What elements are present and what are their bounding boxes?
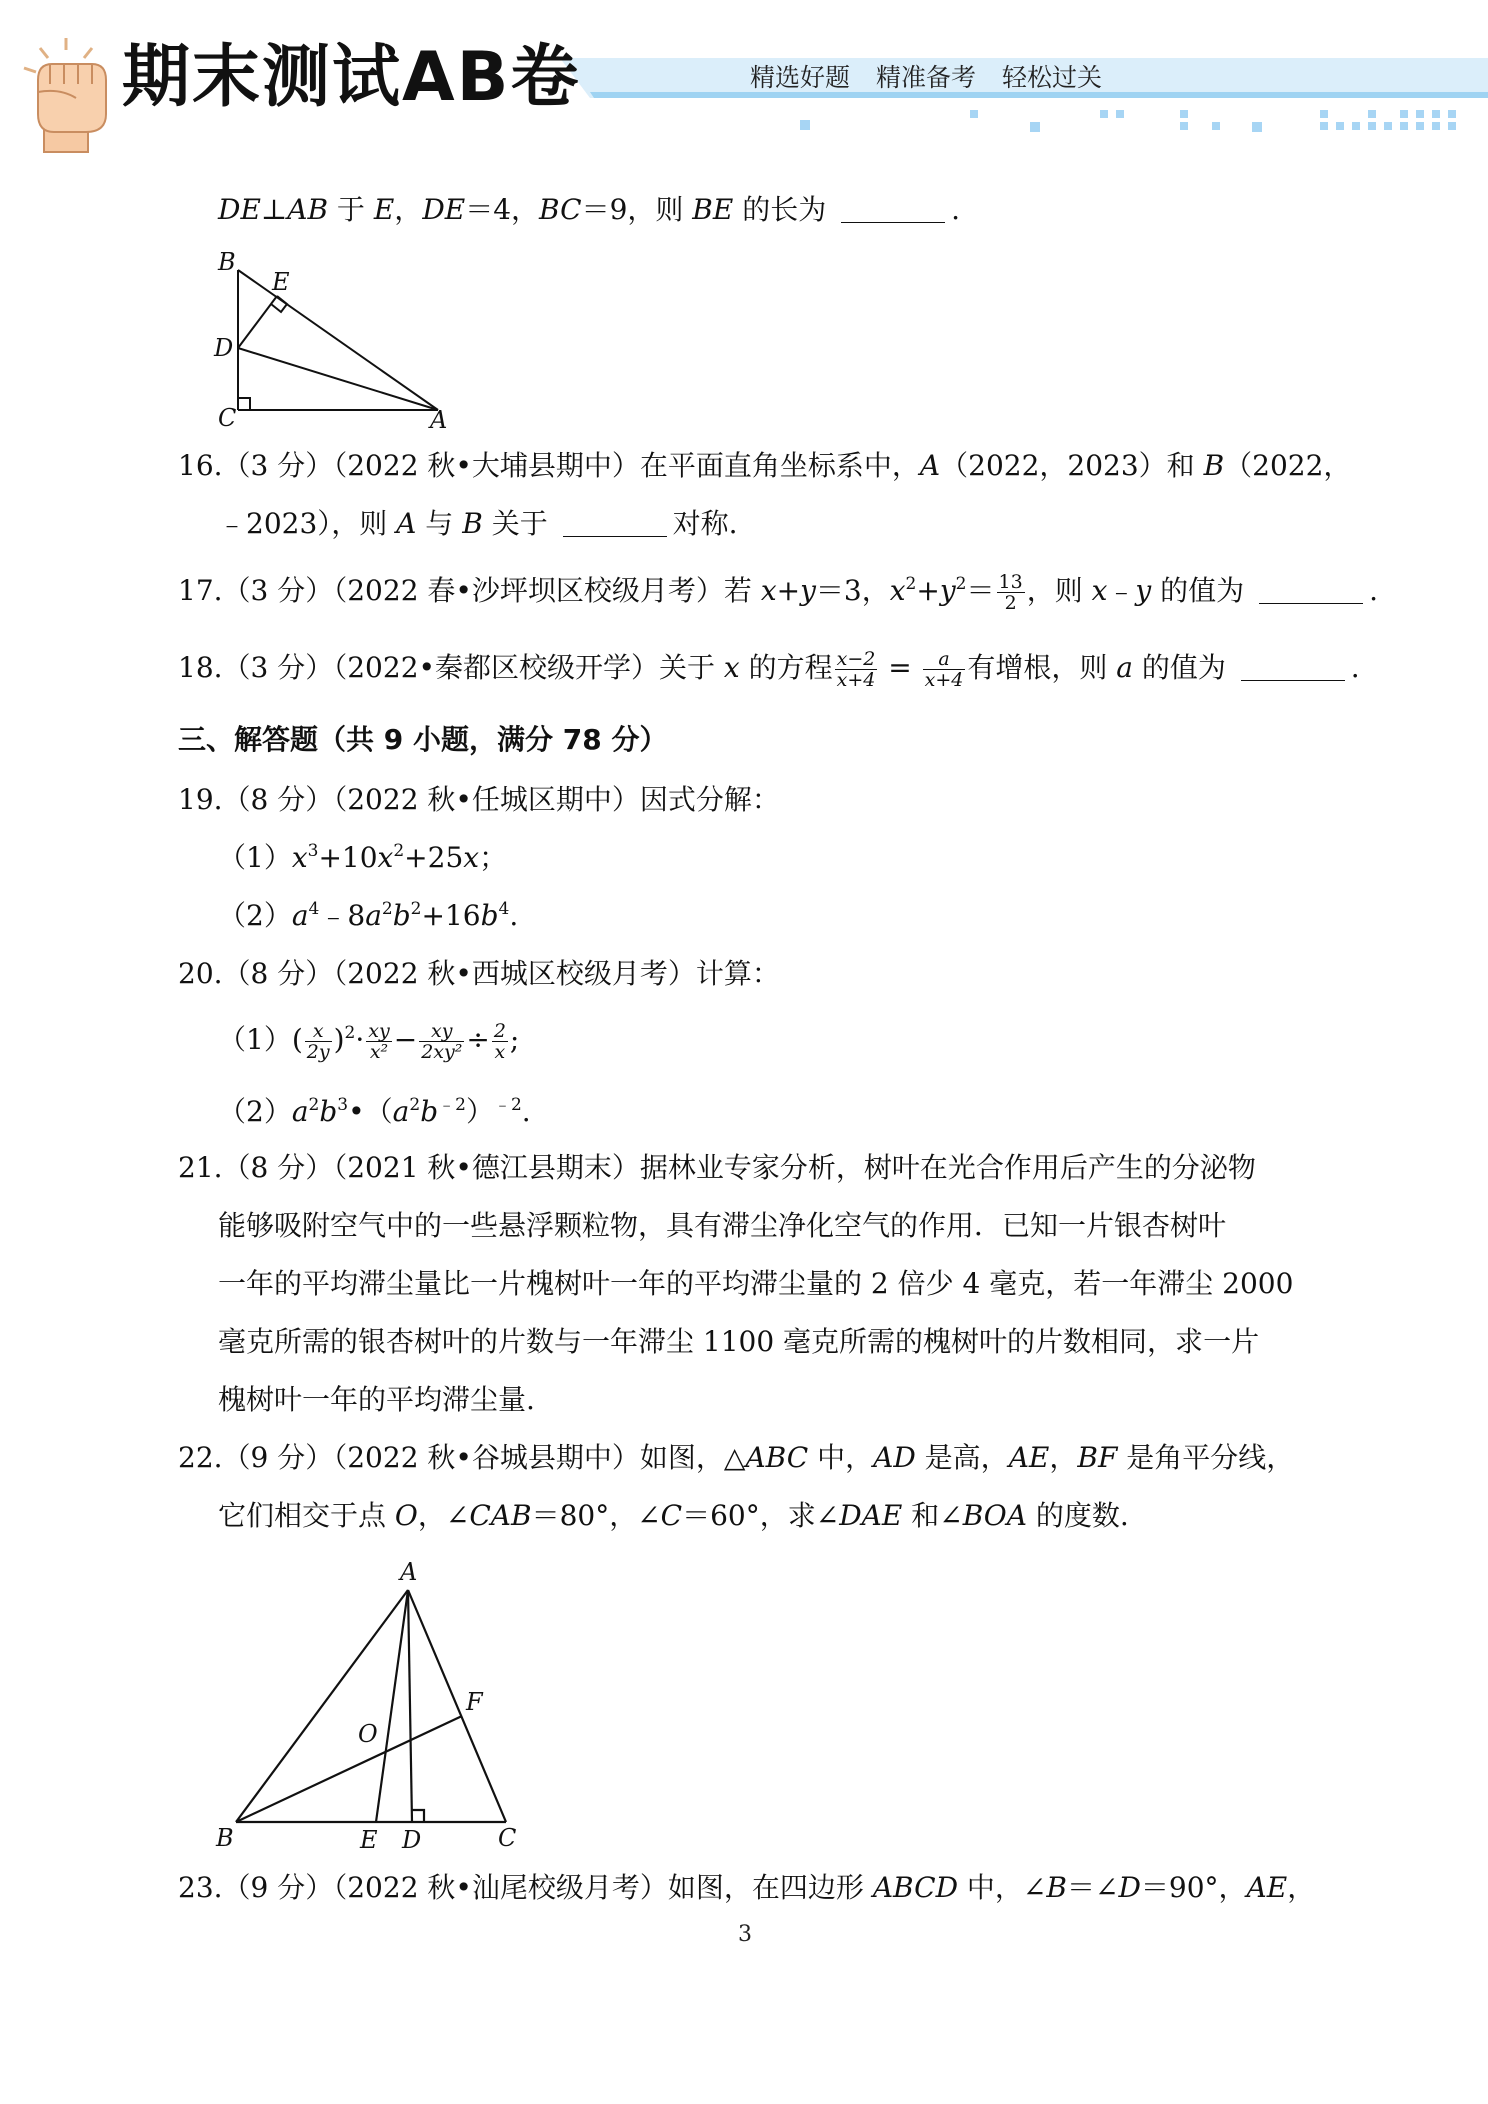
- right-angle-d: [412, 1810, 424, 1822]
- answer-blank: [1241, 652, 1345, 681]
- segment-da: [238, 348, 438, 410]
- slogan-2: 精准备考: [876, 63, 977, 92]
- page-title: 期末测试AB卷: [122, 38, 581, 117]
- q21-line-2: 能够吸附空气中的一些悬浮颗粒物，具有滞尘净化空气的作用．已知一片银杏树叶: [218, 1209, 1227, 1242]
- q20-part-2: $(2)a^2b^3•(a^2b^{﹣2})^{﹣2}$.: [218, 1095, 531, 1128]
- right-angle-e: [271, 296, 287, 312]
- segment-ab: [238, 270, 438, 410]
- label-d: D: [402, 1826, 422, 1852]
- label-e: E: [360, 1826, 378, 1852]
- q21-line-3: 一年的平均滞尘量比一片槐树叶一年的平均滞尘量的 2 倍少 4 毫克，若一年滞尘 2000: [218, 1267, 1294, 1300]
- slogan-3: 轻松过关: [1002, 63, 1103, 92]
- label-c: C: [498, 1824, 517, 1852]
- q21-line-5: 槐树叶一年的平均滞尘量.: [218, 1383, 535, 1416]
- segment-ae: [376, 1590, 408, 1822]
- figure-q15: [210, 242, 460, 432]
- fraction-equation-right: $\frac{a}{x+4}$: [924, 648, 964, 691]
- q16-line-2: ﹣2023），则 A 与 B 关于 对称.: [218, 507, 738, 540]
- q15-tail-line: DE⊥AB 于 E，DE＝4，BC＝9，则 BE 的长为 .: [218, 193, 961, 226]
- page-header: [0, 0, 1488, 160]
- q18-line: 18.（3 分）（2022•秦都区校级开学）关于 x 的方程 $\frac{x-2}{x+4}$ = $\frac{a}{x+4}$ 有增根，则 a 的值为 .: [178, 648, 1360, 691]
- label-f: F: [466, 1688, 483, 1716]
- figure-q22: [210, 1556, 540, 1852]
- q19-part-1: $(1)x^3+10x^2+25x$；: [218, 841, 508, 874]
- fraction-equation-left: $\frac{x-2}{x+4}$: [836, 648, 876, 691]
- slogan-1: 精选好题: [750, 63, 851, 92]
- fist-icon: [14, 34, 124, 154]
- segment-de: [238, 296, 277, 348]
- label-a: A: [400, 1558, 418, 1586]
- q20-head: 20.（8 分）（2022 秋•西城区校级月考）计算：: [178, 957, 780, 990]
- page-number: 3: [738, 1922, 752, 1947]
- q22-line-1: 22.（9 分）（2022 秋•谷城县期中）如图，△ABC 中，AD 是高，AE，BF 是角平分线，: [178, 1441, 1295, 1474]
- header-decor-squares: [800, 108, 1460, 134]
- label-b: B: [218, 248, 236, 276]
- segment-bf: [236, 1716, 462, 1822]
- answer-blank: [841, 194, 945, 223]
- q20-part-1: （1）( $\frac{x}{2y}$ )$^2$· $\frac{xy}{\text{x²}}$ − $\frac{xy}{\text{2xy²}}$ ÷ $\frac{2}{x}$ ;: [218, 1020, 520, 1063]
- right-angle-c: [238, 398, 250, 410]
- label-c: C: [218, 404, 237, 432]
- q17-line: 17.（3 分）（2022 春•沙坪坝区校级月考）若 x+y＝3，$x^2+y^2=$ $\frac{13}{2}$ ，则 x﹣y 的值为 .: [178, 571, 1378, 614]
- q19-part-2: $(2)a^4﹣8a^2b^2+16b^4$.: [218, 899, 519, 932]
- fraction-13-2: $\frac{13}{2}$: [998, 571, 1023, 614]
- label-b: B: [216, 1824, 234, 1852]
- q19-head: 19.（8 分）（2022 秋•任城区期中）因式分解：: [178, 783, 780, 816]
- q16-line-1: 16.（3 分）（2022 秋•大埔县期中）在平面直角坐标系中，A（2022，2023）和 B（2022，: [178, 449, 1352, 482]
- q21-line-1: 21.（8 分）（2021 秋•德江县期末）据林业专家分析，树叶在光合作用后产生的分泌物: [178, 1151, 1256, 1184]
- segment-ad: [408, 1590, 412, 1822]
- label-e: E: [272, 268, 290, 296]
- q21-line-4: 毫克所需的银杏树叶的片数与一年滞尘 1100 毫克所需的槐树叶的片数相同，求一片: [218, 1325, 1260, 1358]
- q22-line-2: 它们相交于点 O，∠CAB＝80°，∠C＝60°，求∠DAE 和∠BOA 的度数.: [218, 1499, 1129, 1532]
- label-d: D: [214, 334, 234, 362]
- q23-line: 23.（9 分）（2022 秋•汕尾校级月考）如图，在四边形 ABCD 中，∠B＝∠D＝90°，AE，: [178, 1871, 1316, 1904]
- segment-ac: [408, 1590, 506, 1822]
- label-o: O: [358, 1720, 378, 1748]
- fraction-xy-x2: $\frac{xy}{\text{x²}}$: [368, 1020, 390, 1063]
- fraction-xy-2xy2: $\frac{xy}{\text{2xy²}}$: [421, 1020, 463, 1063]
- answer-blank: [563, 508, 667, 537]
- label-a: A: [430, 406, 448, 432]
- answer-blank: [1259, 575, 1363, 604]
- segment-ab: [236, 1590, 408, 1822]
- fraction-x-2y: $\frac{x}{2y}$: [306, 1020, 330, 1063]
- section-heading-3: 三、解答题（共 9 小题，满分 78 分）: [178, 723, 668, 756]
- header-slogans: [750, 58, 1102, 94]
- fraction-2-x: $\frac{2}{x}$: [493, 1020, 506, 1063]
